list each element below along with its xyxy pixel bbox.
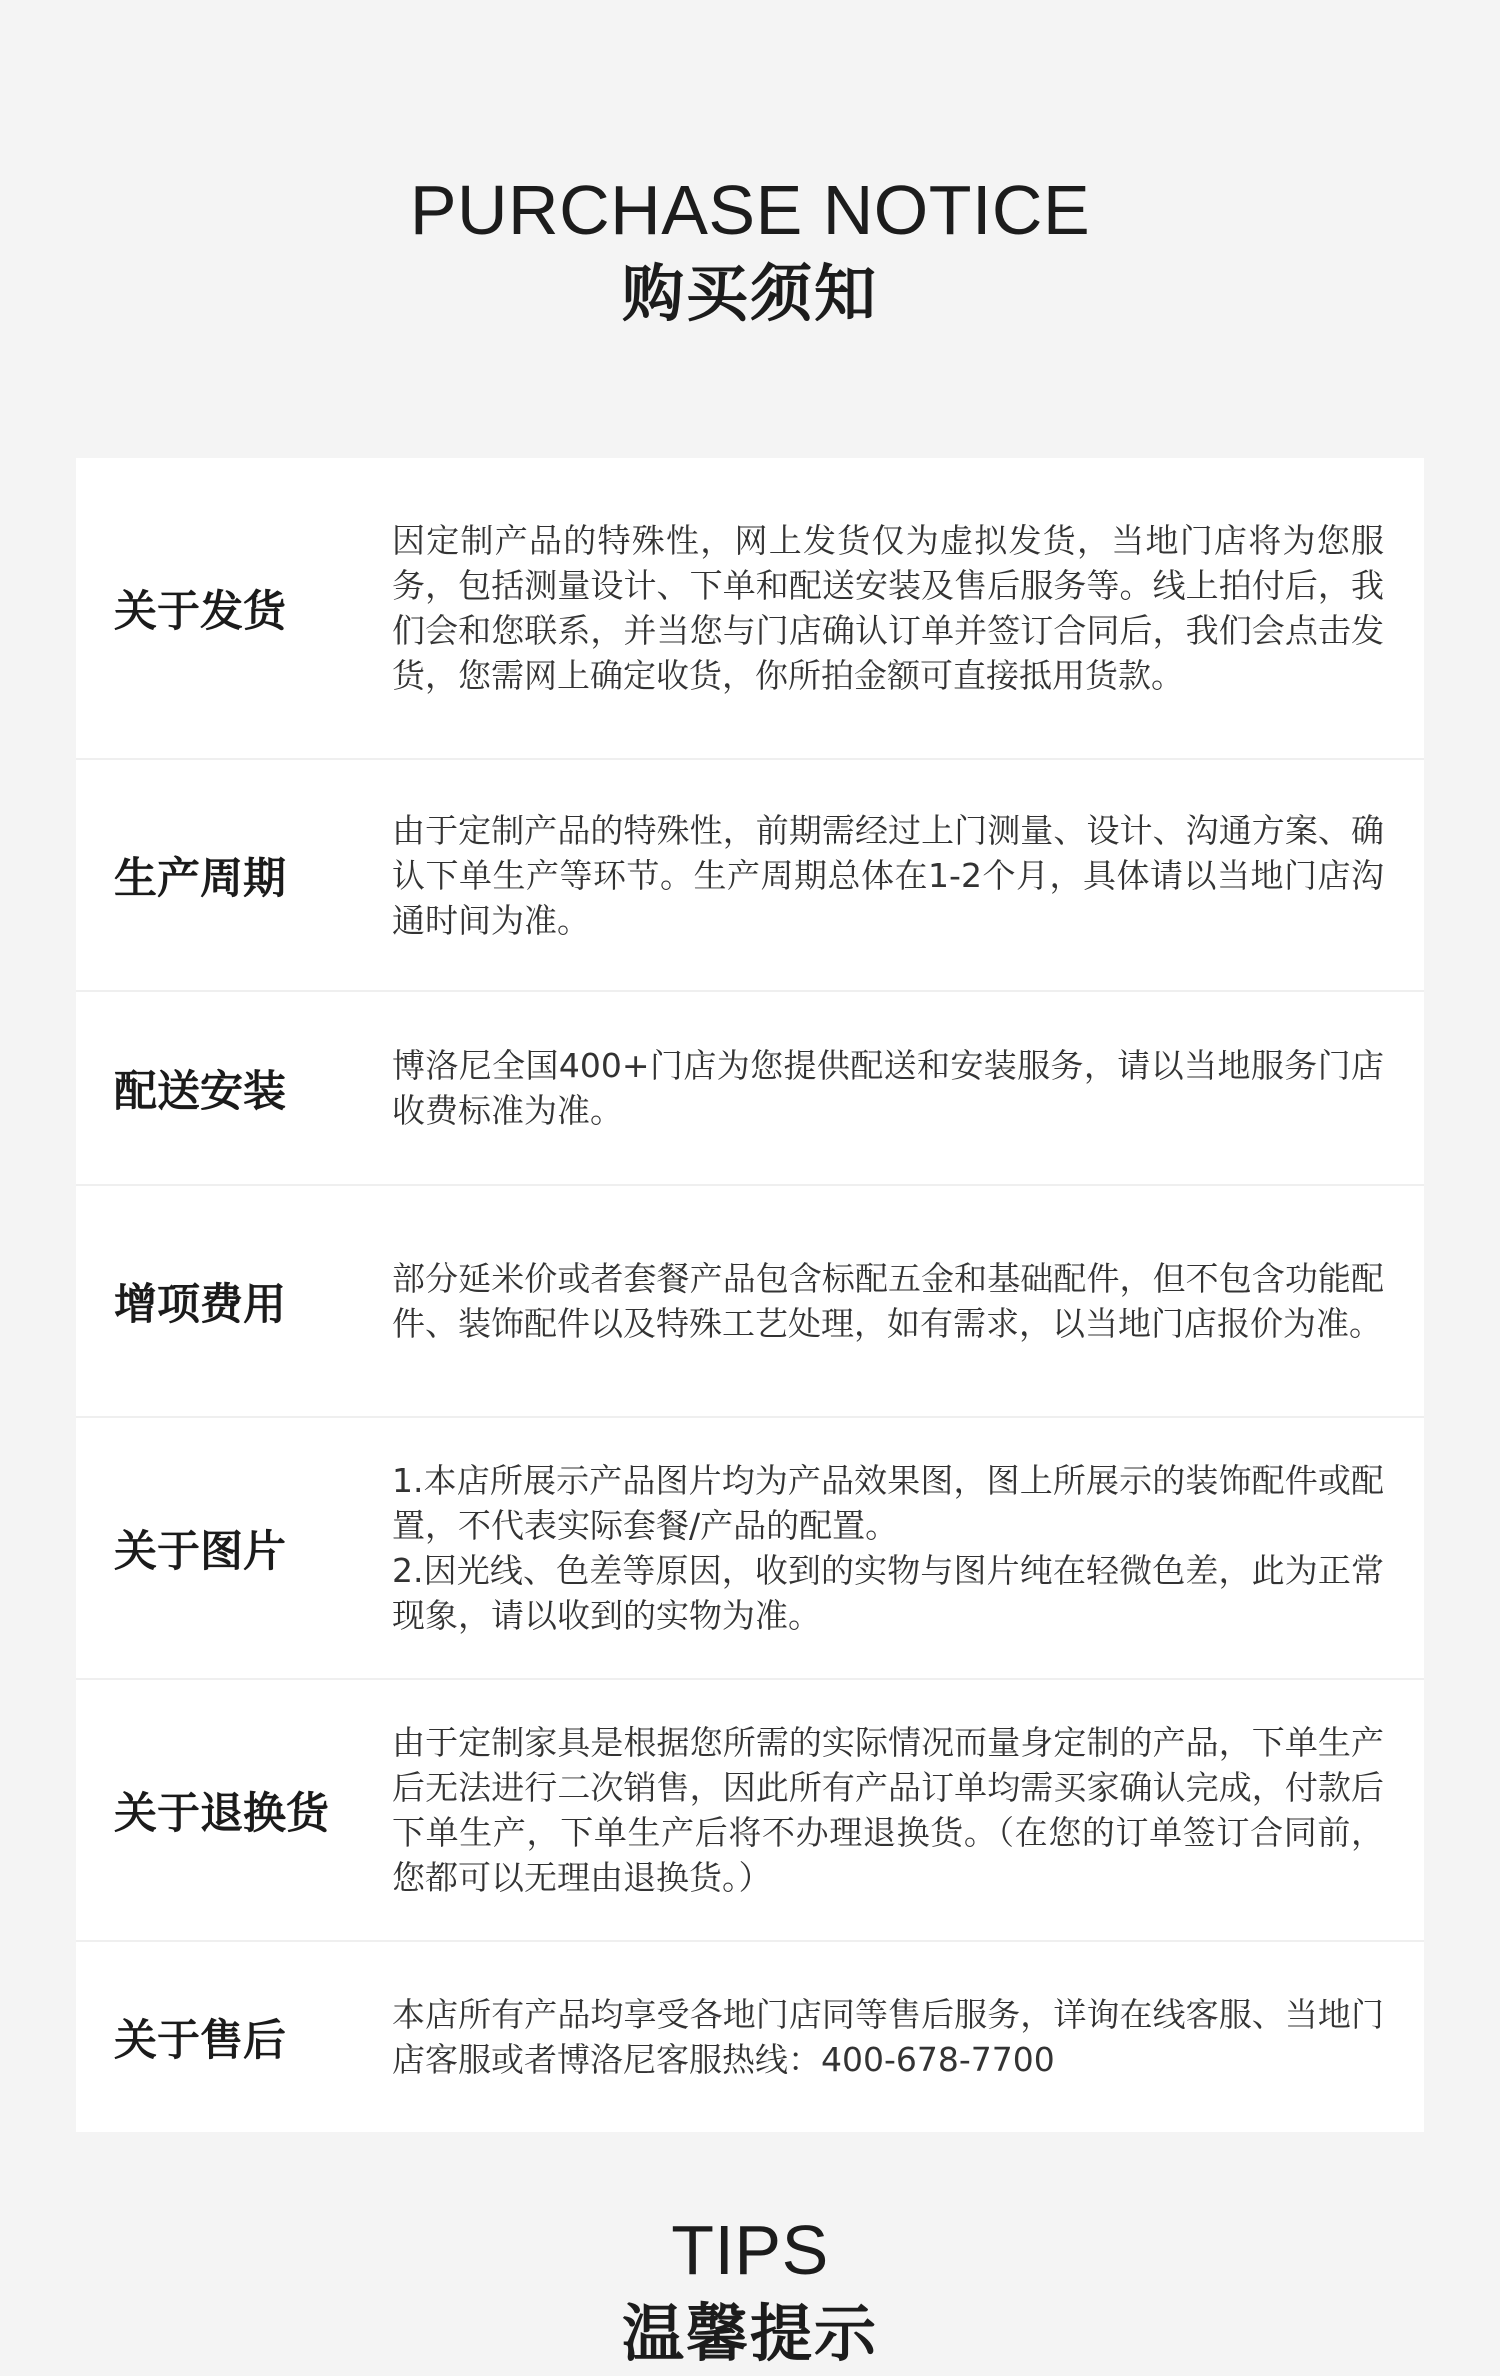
notice-text: 由于定制产品的特殊性，前期需经过上门测量、设计、沟通方案、确认下单生产等环节。生产周期总体在1-2个月，具体请以当地门店沟通时间为准。	[392, 810, 1384, 940]
notice-row-returns	[76, 1678, 1424, 1940]
notice-text: 部分延米价或者套餐产品包含标配五金和基础配件，但不包含功能配件、装饰配件以及特殊工艺处理，如有需求，以当地门店报价为准。	[392, 1259, 1384, 1343]
purchase-notice-header	[0, 168, 1500, 336]
notice-text: 本店所有产品均享受各地门店同等售后服务，详询在线客服、当地门店客服或者博洛尼客服热线：400-678-7700	[392, 1995, 1384, 2079]
notice-card	[76, 458, 1424, 2132]
notice-label: 关于售后	[114, 2015, 286, 2066]
notice-text: 博洛尼全国400+门店为您提供配送和安装服务，请以当地服务门店收费标准为准。	[392, 1046, 1384, 1130]
notice-text: 由于定制家具是根据您所需的实际情况而量身定制的产品，下单生产后无法进行二次销售，因此所有产品订单均需买家确认完成，付款后下单生产，下单生产后将不办理退换货。（在您的订单签订合同前，您都可以无理由退换货。）	[392, 1723, 1384, 1897]
notice-label: 关于发货	[114, 586, 286, 637]
tips-title-cn: 温馨提示	[621, 2297, 878, 2370]
tips-title-en: TIPS	[671, 2211, 829, 2289]
notice-label: 增项费用	[114, 1279, 286, 1330]
notice-row-delivery-installation	[76, 990, 1424, 1184]
notice-row-production-cycle	[76, 758, 1424, 990]
notice-row-after-sales	[76, 1940, 1424, 2132]
notice-row-shipping	[76, 458, 1424, 758]
notice-row-extra-fees	[76, 1184, 1424, 1416]
notice-text: 因定制产品的特殊性，网上发货仅为虚拟发货，当地门店将为您服务，包括测量设计、下单和配送安装及售后服务等。线上拍付后，我们会和您联系，并当您与门店确认订单并签订合同后，我们会点击发货，您需网上确定收货，你所拍金额可直接抵用货款。	[392, 521, 1384, 695]
tips-header	[0, 2208, 1500, 2376]
notice-row-images	[76, 1416, 1424, 1678]
notice-label: 配送安装	[114, 1066, 286, 1117]
notice-label: 生产周期	[114, 853, 286, 904]
notice-label: 关于图片	[114, 1526, 286, 1577]
page-title-cn: 购买须知	[621, 257, 878, 330]
page-title-en: PURCHASE NOTICE	[409, 171, 1091, 249]
notice-text: 1.本店所展示产品图片均为产品效果图，图上所展示的装饰配件或配置，不代表实际套餐/产品的配置。 2.因光线、色差等原因，收到的实物与图片纯在轻微色差，此为正常现象，请以收到的实物为准。	[392, 1461, 1384, 1635]
notice-label: 关于退换货	[114, 1788, 329, 1839]
